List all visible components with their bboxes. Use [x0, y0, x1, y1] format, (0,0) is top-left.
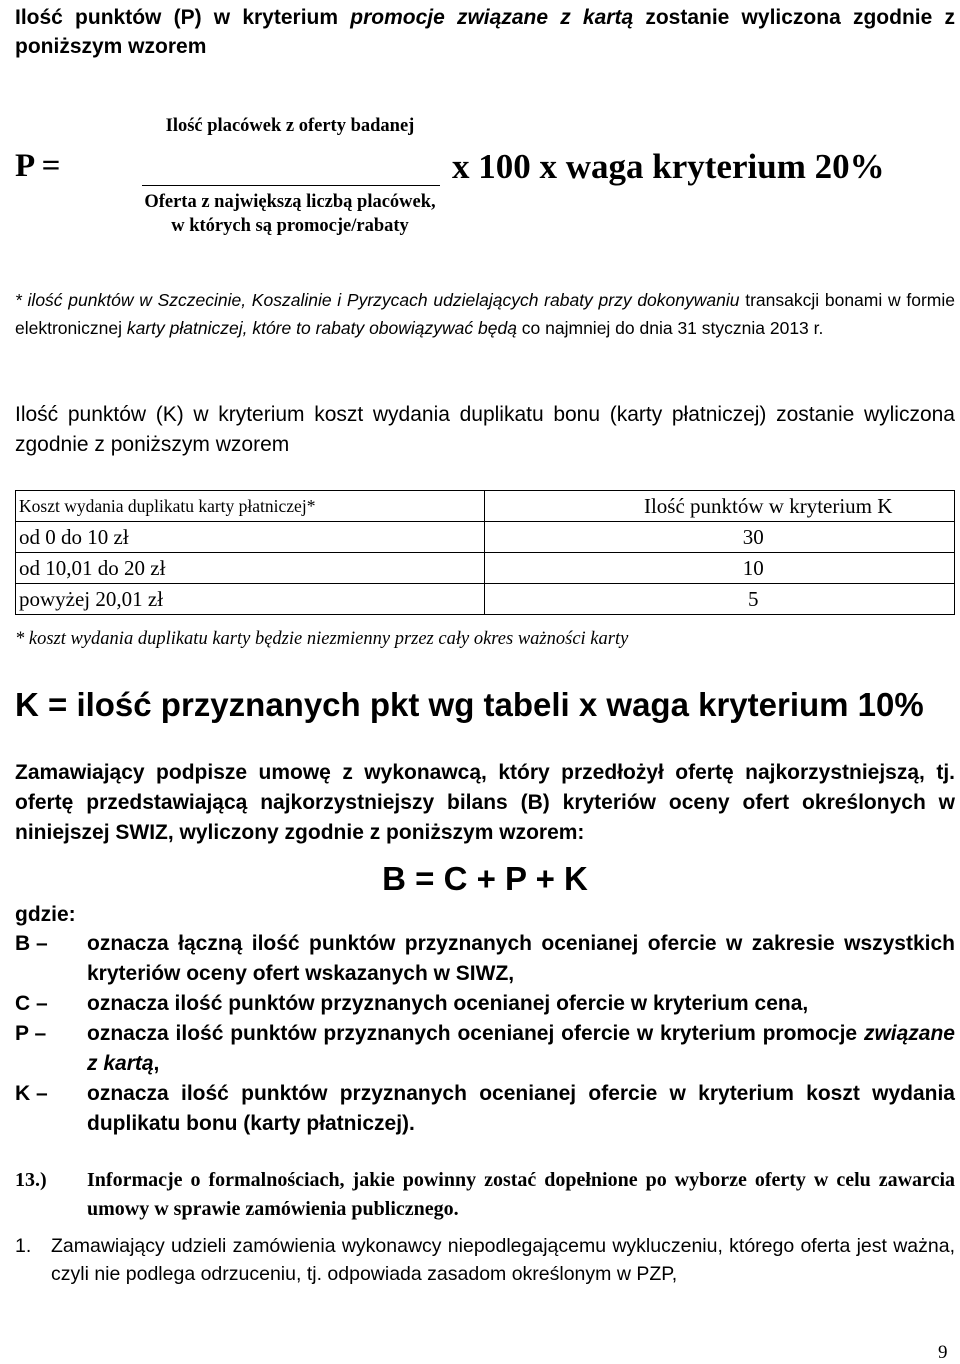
table-cell-points: 5: [485, 584, 955, 615]
definition-trailing-comma: ,: [153, 1052, 160, 1075]
p-formula-numerator: Ilość placówek z oferty badanej: [165, 116, 415, 136]
p-formula-fraction-line: [142, 185, 440, 186]
definition-text-wrapper: [87, 1019, 955, 1079]
k-criterion-heading: Ilość punktów (K) w kryterium koszt wydania duplikatu bonu (karty płatniczej) zostanie wyliczona zgodnie z poniższym wzorem: [15, 403, 955, 456]
table-cell-cost: od 10,01 do 20 zł: [16, 553, 485, 584]
definition-b: [15, 929, 955, 989]
p-note-part-4: co najmniej do dnia 31 stycznia 2013 r.: [516, 318, 824, 338]
definition-text: oznacza ilość punktów przyznanych ocenianej ofercie w kryterium promocje: [87, 1022, 864, 1045]
definition-text: oznacza ilość punktów przyznanych ocenianej ofercie w kryterium cena,: [87, 992, 809, 1015]
table-cell-points: 10: [485, 553, 955, 584]
p-note-part-1: * ilość punktów w Szczecinie, Koszalinie i Pyrzycach udzielających rabaty przy dokonywaniu: [15, 290, 740, 310]
p-heading-criterion-name: promocje związane z kartą: [350, 6, 634, 29]
section-13-number: 13.): [15, 1169, 47, 1191]
p-heading-prefix: Ilość punktów (P) w kryterium: [15, 6, 351, 29]
list-item-number: 1.: [15, 1235, 32, 1257]
table-row: [16, 522, 955, 553]
definition-text: oznacza ilość punktów przyznanych ocenianej ofercie w kryterium koszt wydania duplikatu bonu (karty płatniczej).: [87, 1082, 955, 1135]
p-formula-lhs: P =: [15, 148, 61, 184]
p-note-part-2: transakcji bonami w formie elektronicznej: [15, 290, 955, 338]
k-table-footnote: * koszt wydania duplikatu karty będzie niezmienny przez cały okres ważności karty: [15, 629, 629, 649]
p-criterion-heading: [15, 3, 955, 61]
definition-symbol: B –: [15, 932, 48, 955]
table-row: [16, 584, 955, 615]
where-label: gdzie:: [15, 903, 76, 926]
table-cell-cost: powyżej 20,01 zł: [16, 584, 485, 615]
definition-k: [15, 1079, 955, 1139]
section-13-item-1: [15, 1232, 955, 1288]
table-cell-cost: od 0 do 10 zł: [16, 522, 485, 553]
definition-c: [15, 989, 955, 1019]
p-formula-denominator: Oferta z największą liczbą placówek, w których są promocje/rabaty: [144, 192, 436, 236]
p-heading-suffix: zostanie wyliczona zgodnie z poniższym wzorem: [15, 6, 955, 58]
definition-p: [15, 1019, 955, 1079]
table-header-row: [16, 491, 955, 522]
award-paragraph: Zamawiający podpisze umowę z wykonawcą, który przedłożył ofertę najkorzystniejszą, tj. ofertę przedstawiającą najkorzystniejszy bilans (B) kryteriów oceny ofert określonych w niniejszej SWIZ, wyliczony zgodnie z poniższym wzorem:: [15, 761, 955, 844]
p-criterion-note: [15, 286, 955, 342]
b-formula: B = C + P + K: [382, 860, 588, 897]
section-13: [15, 1166, 955, 1224]
definition-symbol: P –: [15, 1022, 47, 1045]
p-formula-multiplier: x 100 x waga kryterium 20%: [452, 147, 885, 186]
k-points-table: [15, 490, 955, 615]
list-item-text: Zamawiający udzieli zamówienia wykonawcy niepodlegającemu wykluczeniu, którego oferta jest ważna, czyli nie podlega odrzuceniu, tj. odpowiada zasadom określonym w PZP,: [51, 1235, 955, 1285]
definition-symbol: K –: [15, 1082, 48, 1105]
p-note-part-3: karty płatniczej, które to rabaty obowiązywać będą: [126, 318, 517, 338]
definition-symbol: C –: [15, 992, 48, 1015]
definition-text: oznacza łączną ilość punktów przyznanych ocenianej ofercie w zakresie wszystkich kryteriów oceny ofert wskazanych w SIWZ,: [87, 932, 955, 985]
table-row: [16, 553, 955, 584]
table-header-cost: Koszt wydania duplikatu karty płatniczej*: [16, 491, 485, 522]
section-13-title: Informacje o formalnościach, jakie powinny zostać dopełnione po wyborze oferty w celu zawarcia umowy w sprawie zamówienia publicznego.: [87, 1169, 955, 1220]
definition-italic-term: związane z kartą: [87, 1022, 955, 1075]
k-formula: K = ilość przyznanych pkt wg tabeli x waga kryterium 10%: [15, 686, 924, 723]
page-number: 9: [938, 1342, 948, 1363]
table-cell-points: 30: [485, 522, 955, 553]
table-header-points: Ilość punktów w kryterium K: [485, 491, 955, 522]
